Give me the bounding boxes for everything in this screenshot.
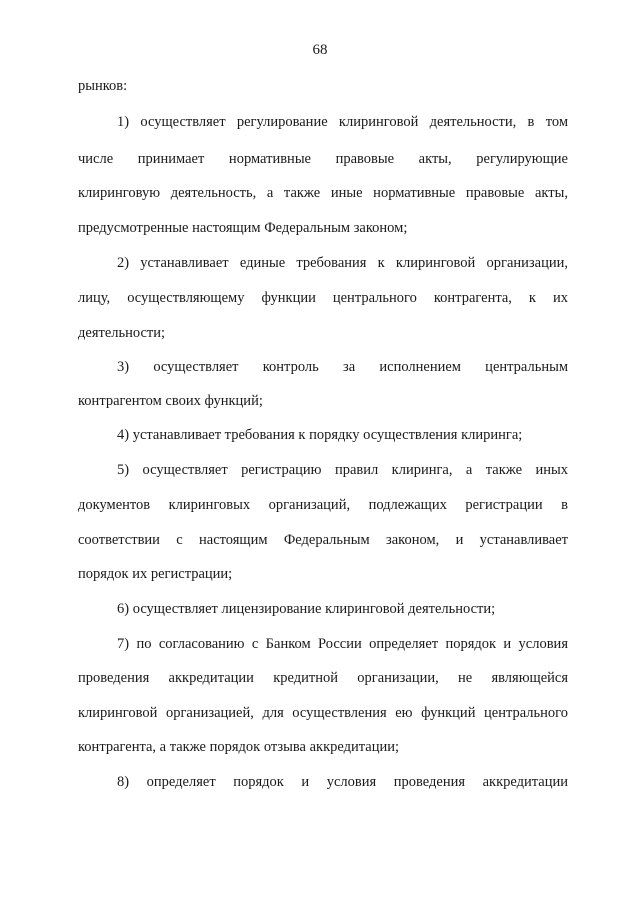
text-line: документов клиринговых организаций, подлежащих регистрации в — [78, 497, 568, 513]
text-line: контрагента, а также порядок отзыва аккредитации; — [78, 739, 400, 755]
text-line: 8) определяет порядок и условия проведения аккредитации — [117, 774, 568, 790]
text-line: 1) осуществляет регулирование клиринговой деятельности, в том — [117, 114, 568, 130]
text-line: лицу, осуществляющему функции центрального контрагента, к их — [78, 290, 568, 306]
text-line: 5) осуществляет регистрацию правил клиринга, а также иных — [117, 462, 568, 478]
text-line: предусмотренные настоящим Федеральным законом; — [78, 220, 408, 236]
text-line: 3) осуществляет контроль за исполнением центральным — [117, 359, 568, 375]
text-line: клиринговой организацией, для осуществления ею функций центрального — [78, 705, 568, 721]
text-line: порядок их регистрации; — [78, 566, 233, 582]
text-line: контрагентом своих функций; — [78, 393, 263, 409]
text-line: проведения аккредитации кредитной организации, не являющейся — [78, 670, 568, 686]
text-line: клиринговую деятельность, а также иные нормативные правовые акты, — [78, 185, 568, 201]
text-line: соответствии с настоящим Федеральным законом, и устанавливает — [78, 532, 568, 548]
text-line: деятельности; — [78, 325, 166, 341]
text-line: 2) устанавливает единые требования к клиринговой организации, — [117, 255, 568, 271]
text-line: числе принимает нормативные правовые акты, регулирующие — [78, 151, 568, 167]
page-number: 68 — [312, 42, 328, 58]
text-line: 7) по согласованию с Банком России определяет порядок и условия — [117, 636, 568, 652]
text-line: рынков: — [78, 78, 128, 94]
text-line: 4) устанавливает требования к порядку осуществления клиринга; — [117, 427, 523, 443]
text-line: 6) осуществляет лицензирование клиринговой деятельности; — [117, 601, 496, 617]
